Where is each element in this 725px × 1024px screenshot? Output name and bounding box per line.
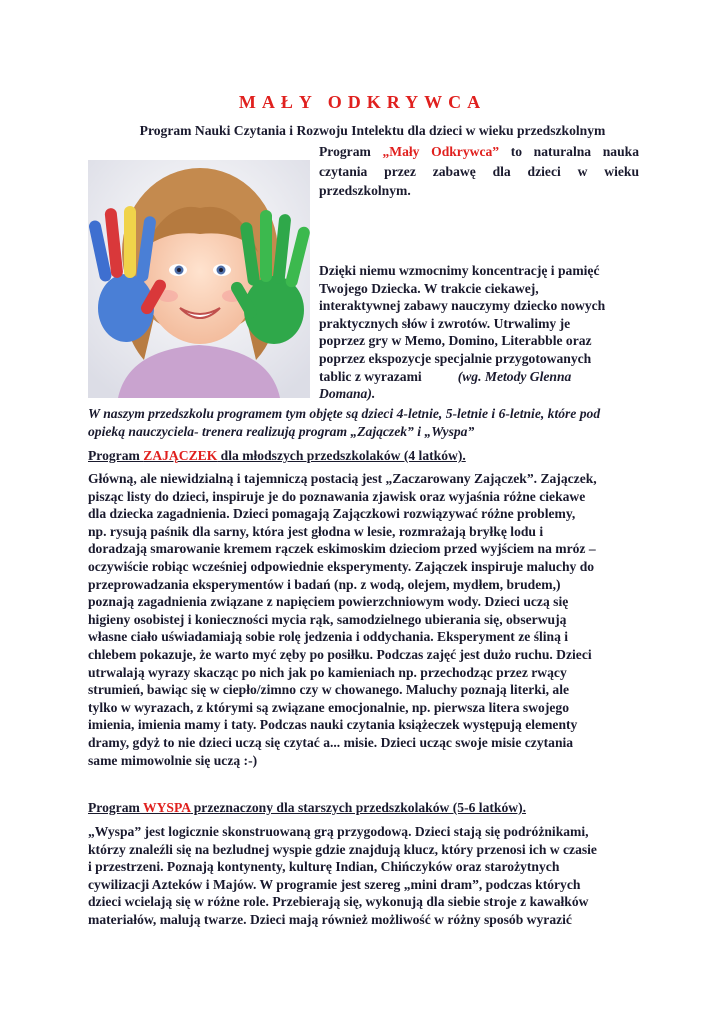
- body-line: „Wyspa” jest logicznie skonstruowaną grą przygodową. Dzieci stają się podróżnikami,: [88, 824, 589, 839]
- body-line: dzieci wcielają się w różne role. Przebierają się, wykonują dla siebie stroje z kawałków: [88, 894, 589, 910]
- intro2-line: Twojego Dziecka. W trakcie ciekawej,: [319, 280, 539, 296]
- body-line: cywilizacji Azteków i Majów. W programie jest szereg „mini dram”, podczas których: [88, 876, 581, 892]
- body-line: chlebem pokazuje, że warto myć zęby po posiłku. Podczas zajęć jest dużo ruchu. Dzieci: [88, 646, 592, 662]
- child-painted-hands-photo: [88, 160, 310, 398]
- intro2-line: poprzez ekspozycje specjalnie przygotowanych: [319, 350, 592, 366]
- heading-suffix: przeznaczony dla starszych przedszkolaków (5-6 latków).: [190, 800, 526, 815]
- body-line: strumień, bawiąc się w ciepło/zimno czy w chowanego. Maluchy poznają literki, ale: [88, 682, 570, 698]
- summary-line: opieką nauczyciela- trenera realizują program „Zajączek” i „Wyspa”: [88, 423, 475, 439]
- intro2-last-line: tablic z wyrazami: [319, 368, 422, 384]
- program-name-maly-odkrywca: „Mały Odkrywca”: [382, 144, 500, 159]
- body-line: same mimowolnie się uczą :-): [88, 752, 258, 768]
- heading-suffix: dla młodszych przedszkolaków (4 latków).: [217, 448, 466, 463]
- body-line: własne ciało uświadamiają sobie rolę jedzenia i oddychania. Eksperyment ze śliną i: [88, 629, 569, 645]
- section-heading-zajaczek: [88, 448, 466, 464]
- programs-summary-paragraph: [88, 405, 648, 440]
- body-line: utrwalają wyrazy skacząc po nich jak po kamieniach np. przechodząc przez rwący: [88, 664, 567, 680]
- intro-prefix: Program: [319, 144, 383, 159]
- body-line: oczywiście robiąc wcześniej odpowiednie eksperymenty. Zajączek inspiruje maluchy do: [88, 558, 595, 574]
- section-body-wyspa: [88, 823, 648, 929]
- body-line: tylko w wyrazach, z którymi są związane emocjonalnie, np. pierwsza litera swojego: [88, 699, 569, 715]
- body-line: np. rysują paśnik dla sarny, która jest głodna w lesie, rozmrażają bryłkę lodu i: [88, 523, 544, 539]
- page-subtitle: Program Nauki Czytania i Rozwoju Intelektu dla dzieci w wieku przedszkolnym: [139, 123, 606, 138]
- body-line: przeprowadzania eksperymentów i badań (np. z wodą, olejem, mydłem, brudem,): [88, 576, 561, 592]
- intro2-line: poprzez gry w Memo, Domino, Literabble oraz: [319, 333, 592, 349]
- body-line: materiałów, malują twarze. Dzieci mają również możliwość w różny sposób wyrazić: [88, 911, 572, 927]
- body-line: dramy, gdyż to nie dzieci uczą się czytać a... misie. Dzieci ucząc swoje misie czytania: [88, 734, 574, 750]
- summary-line: W naszym przedszkolu programem tym objęte są dzieci 4-letnie, 5-letnie i 6-letnie, które pod: [88, 406, 601, 421]
- body-line: którzy znaleźli się na bezludnej wyspie gdzie znajdują klucz, który przenosi ich w czasie: [88, 841, 597, 857]
- method-citation-end: Domana).: [319, 386, 376, 402]
- heading-prefix: Program: [88, 448, 144, 463]
- body-line: i przestrzeni. Poznają kontynenty, kulturę Indian, Chińczyków oraz starożytnych: [88, 859, 560, 875]
- photo-illustration: [88, 160, 310, 398]
- intro-second-paragraph: [319, 262, 641, 403]
- section-body-zajaczek: [88, 470, 648, 769]
- page-title: MAŁY ODKRYWCA: [238, 92, 487, 112]
- intro2-line: Dzięki niemu wzmocnimy koncentrację i pamięć: [319, 263, 600, 278]
- method-citation: (wg. Metody Glenna: [457, 368, 572, 384]
- body-line: imienia, imienia mamy i taty. Podczas nauki czytania książeczek występują elementy: [88, 717, 578, 733]
- intro-suffix: to naturalna nauka czytania przez zabawę dla dzieci w wieku przedszkolnym.: [319, 144, 639, 198]
- program-name-zajaczek: ZAJĄCZEK: [143, 448, 218, 463]
- body-line: higieny osobistej i konieczności mycia rąk, samodzielnego ubierania się, obserwują: [88, 611, 567, 627]
- body-line: poznają zagadnienia związane z napięciem powierzchniowym wody. Dzieci uczą się: [88, 594, 569, 610]
- heading-prefix: Program: [88, 800, 143, 815]
- body-line: pisząc listy do dzieci, inspiruje je do poznawania zjawisk oraz wyjaśnia różne ciekawe: [88, 488, 586, 504]
- body-line: doradzają smarowanie kremem rączek eskimoskim dzieciom przed wyjściem na mróz –: [88, 541, 596, 557]
- intro2-line: praktycznych słów i zwrotów. Utrwalimy je: [319, 315, 571, 331]
- program-name-wyspa: WYSPA: [143, 800, 191, 815]
- body-line: Główną, ale niewidzialną i tajemniczą postacią jest „Zaczarowany Zajączek”. Zajączek,: [88, 471, 597, 486]
- intro-paragraph: [319, 142, 639, 201]
- section-heading-wyspa: [88, 800, 526, 816]
- intro2-line: interaktywnej zabawy nauczymy dziecko nowych: [319, 298, 606, 314]
- intro2-line: [319, 368, 641, 386]
- body-line: dla dziecka zagadnienia. Dzieci pomagają Zajączkowi rozwiązywać różne problemy,: [88, 506, 576, 522]
